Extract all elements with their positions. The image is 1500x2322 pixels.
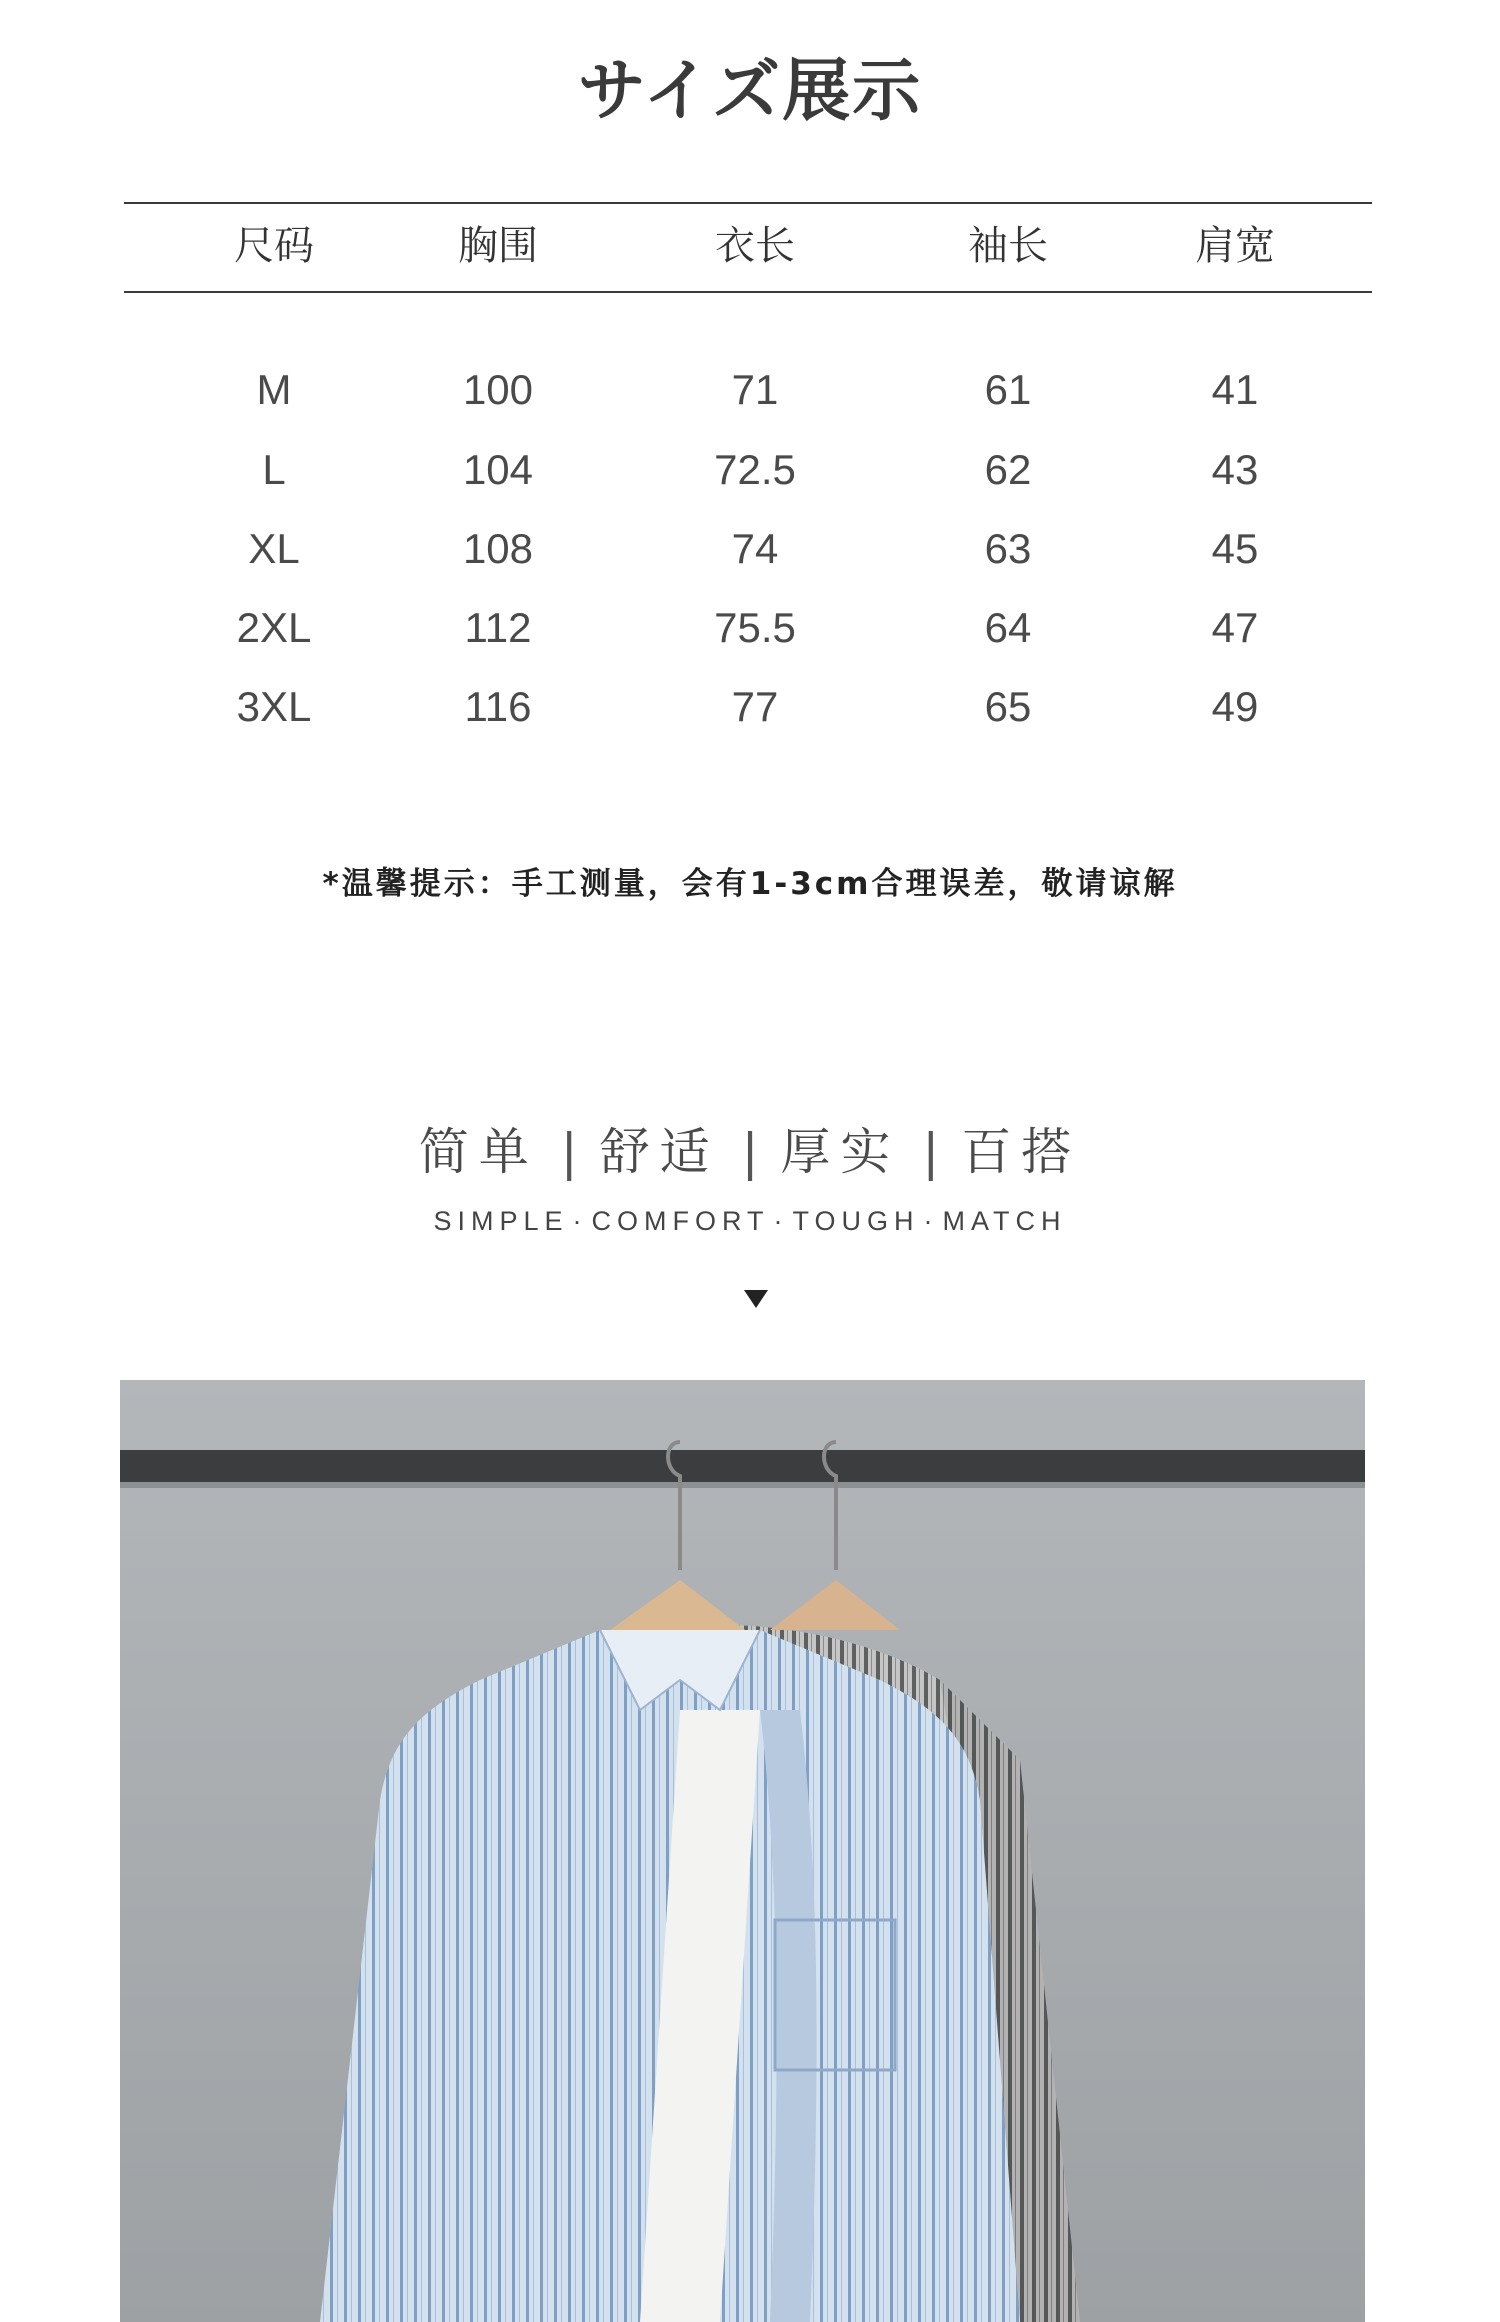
table-cell: 64 xyxy=(984,604,1032,651)
table-cell: M xyxy=(256,366,292,413)
blue-shirt xyxy=(320,1630,1020,2322)
slogan-separator: | xyxy=(560,1123,578,1181)
slogan-english-dot: · xyxy=(923,1206,939,1236)
slogan-english-word: COMFORT xyxy=(591,1206,770,1236)
table-cell: 49 xyxy=(1211,683,1259,730)
product-photo xyxy=(120,1380,1365,2322)
slogan-english-word: TOUGH xyxy=(792,1206,920,1236)
table-top-rule xyxy=(124,202,1372,204)
slogan-english xyxy=(0,1204,1500,1238)
table-cell: 41 xyxy=(1211,366,1259,413)
arrow-down-icon xyxy=(744,1290,768,1308)
table-cell: 100 xyxy=(462,366,534,413)
slogan-english-word: SIMPLE xyxy=(433,1206,569,1236)
table-cell: 71 xyxy=(731,366,779,413)
table-cell: 72.5 xyxy=(714,446,796,493)
table-cell: 116 xyxy=(464,683,532,730)
table-cell: 45 xyxy=(1211,525,1259,572)
table-cell: 75.5 xyxy=(714,604,796,651)
slogan-separator: | xyxy=(922,1123,940,1181)
header-length: 衣长 xyxy=(715,223,795,269)
slogan-english-dot: · xyxy=(572,1206,588,1236)
header-size: 尺码 xyxy=(234,223,314,269)
table-cell: XL xyxy=(248,525,300,572)
table-cell: 112 xyxy=(464,604,532,651)
table-cell: L xyxy=(262,446,286,493)
table-cell: 63 xyxy=(984,525,1032,572)
table-header-rule xyxy=(124,291,1372,293)
slogan-separator: | xyxy=(741,1123,759,1181)
slogan-english-dot: · xyxy=(773,1206,789,1236)
page-title: サイズ展示 xyxy=(577,52,923,131)
header-shoulder: 肩宽 xyxy=(1195,223,1275,269)
slogan xyxy=(0,1122,1500,1182)
table-cell: 77 xyxy=(731,683,779,730)
slogan-word: 舒适 xyxy=(599,1123,720,1181)
table-cell: 43 xyxy=(1211,446,1259,493)
table-cell: 2XL xyxy=(236,604,312,651)
table-cell: 3XL xyxy=(236,683,312,730)
table-cell: 74 xyxy=(731,525,779,572)
measurement-note: *温馨提示：手工测量，会有1-3cm合理误差，敬请谅解 xyxy=(322,866,1178,902)
table-cell: 65 xyxy=(984,683,1032,730)
table-cell: 47 xyxy=(1211,604,1259,651)
slogan-word: 百搭 xyxy=(961,1123,1082,1181)
table-cell: 108 xyxy=(462,525,534,572)
slogan-english-word: MATCH xyxy=(942,1206,1067,1236)
header-sleeve: 袖长 xyxy=(968,223,1048,269)
table-cell: 61 xyxy=(984,366,1032,413)
slogan-word: 简单 xyxy=(418,1123,539,1181)
table-cell: 62 xyxy=(984,446,1032,493)
header-chest: 胸围 xyxy=(458,223,538,269)
table-cell: 104 xyxy=(462,446,534,493)
hanging-rail xyxy=(120,1450,1365,1482)
slogan-word: 厚实 xyxy=(780,1123,901,1181)
